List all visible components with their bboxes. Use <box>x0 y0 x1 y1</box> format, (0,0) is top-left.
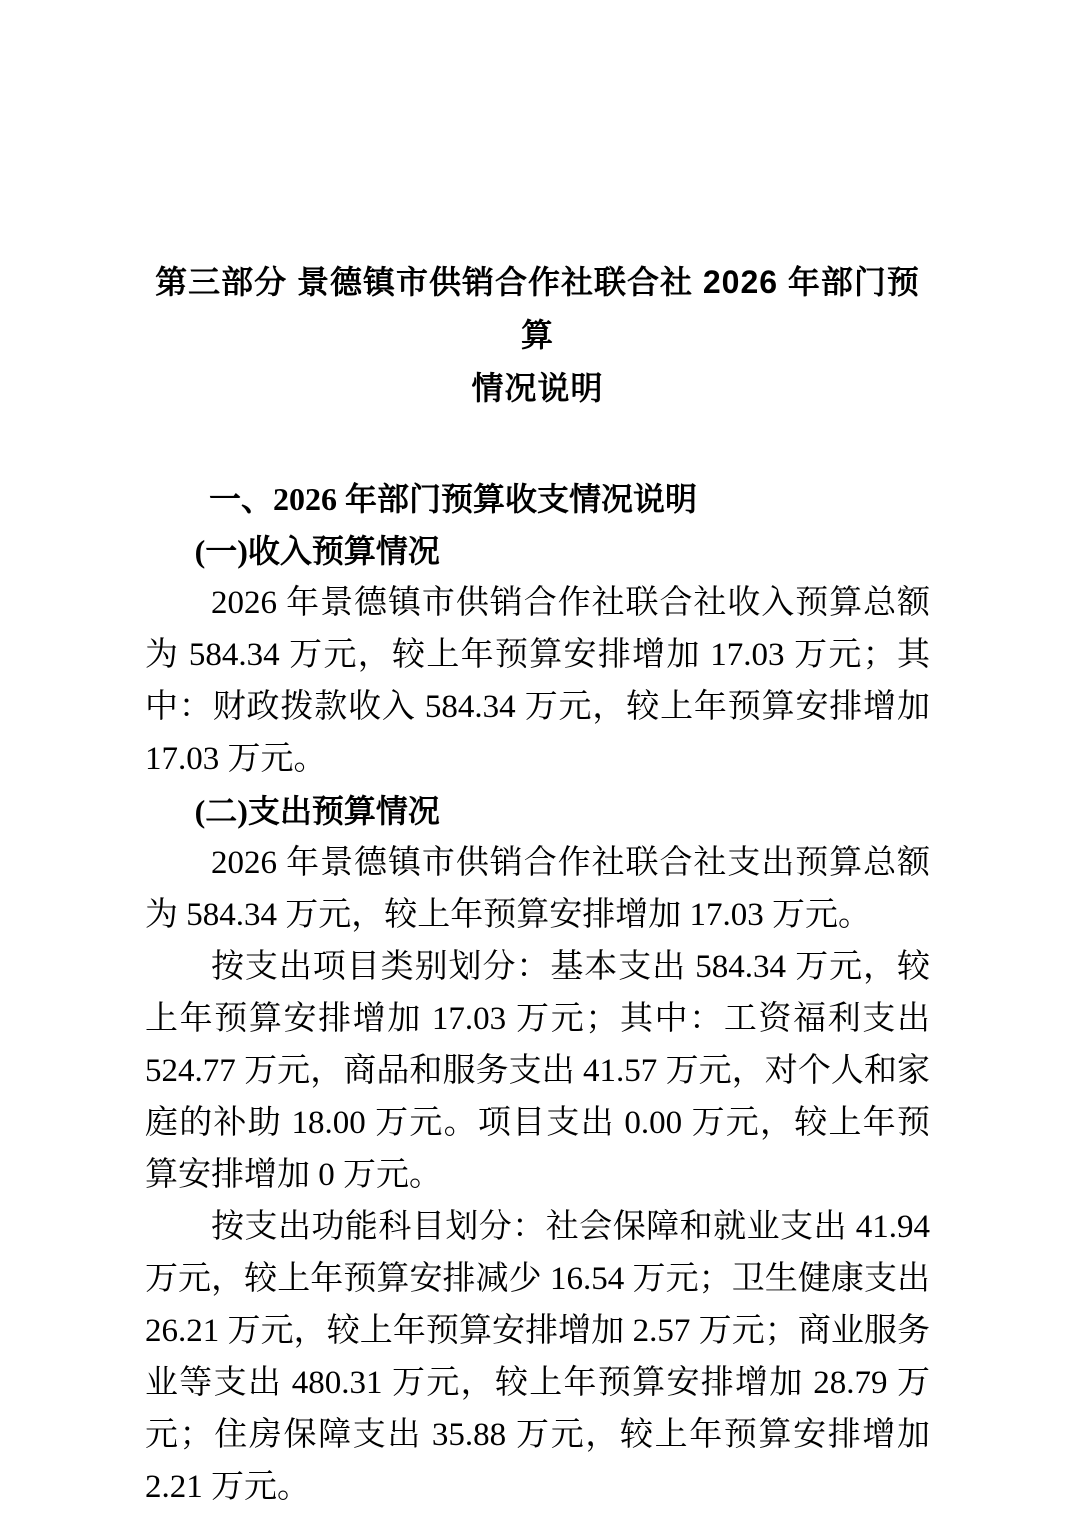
paragraph-expenditure-by-function: 按支出功能科目划分：社会保障和就业支出 41.94 万元，较上年预算安排减少 16.54 万元；卫生健康支出 26.21 万元，较上年预算安排增加 2.57 万元；商业服务业等支出 480.31 万元，较上年预算安排增加 28.79 万元；住房保障支出 35.88 万元，较上年预算安排增加 2.21 万元。 <box>145 1209 930 1505</box>
paragraph-income-budget: 2026 年景德镇市供销合作社联合社收入预算总额为 584.34 万元，较上年预算安排增加 17.03 万元；其中：财政拨款收入 584.34 万元，较上年预算安排增加 17.03 万元。 <box>145 585 930 777</box>
paragraph-expenditure-total: 2026 年景德镇市供销合作社联合社支出预算总额为 584.34 万元，较上年预算安排增加 17.03 万元。 <box>145 845 930 933</box>
sub-heading-income-budget: (一)收入预算情况 <box>194 533 440 569</box>
document-title <box>145 256 930 415</box>
paragraph-expenditure-by-category: 按支出项目类别划分：基本支出 584.34 万元，较上年预算安排增加 17.03 万元；其中：工资福利支出 524.77 万元，商品和服务支出 41.57 万元，对个人和家庭的补助 18.00 万元。项目支出 0.00 万元，较上年预算安排增加 0 万元。 <box>145 949 931 1193</box>
document-title-line-2: 情况说明 <box>471 370 604 406</box>
sub-heading-expenditure-budget: (二)支出预算情况 <box>194 793 440 829</box>
document-title-line-1: 第三部分 景德镇市供销合作社联合社 2026 年部门预算 <box>155 264 920 353</box>
document-body <box>145 473 930 1513</box>
section-heading-budget-overview: 一、2026 年部门预算收支情况说明 <box>209 481 698 517</box>
